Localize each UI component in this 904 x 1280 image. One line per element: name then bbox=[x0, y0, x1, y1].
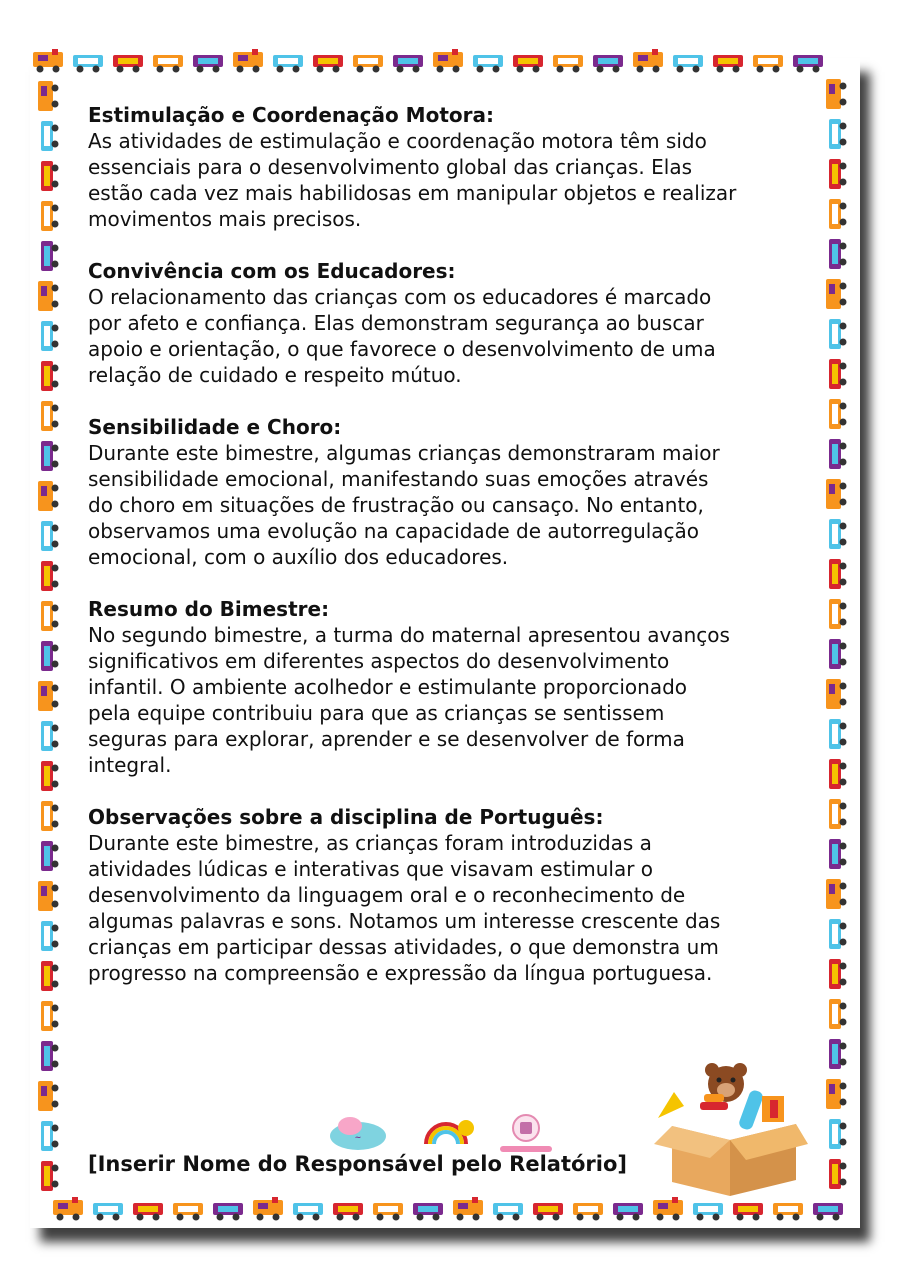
toy-train-icon bbox=[34, 918, 60, 954]
toy-train-icon bbox=[190, 48, 226, 74]
section-educators bbox=[88, 258, 818, 388]
toy-train-icon bbox=[550, 48, 586, 74]
toy-train-icon bbox=[250, 1196, 286, 1222]
svg-text:~: ~ bbox=[354, 1133, 362, 1142]
toy-train-icon bbox=[450, 1196, 486, 1222]
toy-train-icon bbox=[34, 798, 60, 834]
toy-train-icon bbox=[822, 476, 848, 512]
section-title: Resumo do Bimestre: bbox=[88, 597, 330, 621]
section-sensitivity bbox=[88, 414, 818, 570]
toy-train-icon bbox=[822, 396, 848, 432]
toy-train-icon bbox=[822, 556, 848, 592]
toy-train-icon bbox=[270, 48, 306, 74]
cloud-logo-icon bbox=[330, 1117, 386, 1150]
toy-train-icon bbox=[822, 796, 848, 832]
toy-train-icon bbox=[34, 718, 60, 754]
toy-train-icon bbox=[822, 196, 848, 232]
toy-train-icon bbox=[570, 1196, 606, 1222]
toy-train-icon bbox=[34, 158, 60, 194]
section-text: Durante este bimestre, as crianças foram introduzidas a atividades lúdicas e interativas que visavam estimular o desenvolvimento da linguagem oral e o reconhecimento de algumas palavras e sons. Notamos um interesse crescente das crianças em participar dessas atividades, o que demonstra um progresso na compreensão e expressão da língua portuguesa. bbox=[88, 831, 721, 985]
toy-train-icon bbox=[210, 1196, 246, 1222]
toy-train-icon bbox=[822, 996, 848, 1032]
toy-train-icon bbox=[34, 278, 60, 314]
toy-train-icon bbox=[790, 48, 826, 74]
toy-train-icon bbox=[470, 48, 506, 74]
section-portuguese bbox=[88, 804, 818, 986]
section-text: As atividades de estimulação e coordenação motora têm sido essenciais para o desenvolvimento global das crianças. Elas estão cada vez mais habilidosas em manipular objetos e realizar movimentos mais precisos. bbox=[88, 129, 737, 231]
train-border-right bbox=[822, 76, 854, 1198]
toy-train-icon bbox=[750, 48, 786, 74]
toy-train-icon bbox=[34, 438, 60, 474]
circle-logo-icon bbox=[500, 1115, 552, 1152]
toy-train-icon bbox=[822, 356, 848, 392]
toy-train-icon bbox=[310, 48, 346, 74]
toy-train-icon bbox=[110, 48, 146, 74]
toy-train-icon bbox=[822, 1076, 848, 1112]
toy-train-icon bbox=[34, 878, 60, 914]
toy-train-icon bbox=[822, 436, 848, 472]
toy-train-icon bbox=[822, 876, 848, 912]
toy-train-icon bbox=[822, 596, 848, 632]
section-summary bbox=[88, 596, 818, 778]
toy-train-icon bbox=[370, 1196, 406, 1222]
rainbow-logo-icon bbox=[426, 1120, 474, 1144]
toy-train-icon bbox=[150, 48, 186, 74]
toy-train-icon bbox=[34, 398, 60, 434]
toy-box-icon bbox=[652, 1062, 810, 1202]
toy-train-icon bbox=[170, 1196, 206, 1222]
toy-train-icon bbox=[590, 48, 626, 74]
toy-train-icon bbox=[822, 116, 848, 152]
toy-train-icon bbox=[30, 48, 66, 74]
toy-train-icon bbox=[430, 48, 466, 74]
toy-train-icon bbox=[34, 1118, 60, 1154]
toy-train-icon bbox=[34, 1038, 60, 1074]
toy-train-icon bbox=[34, 1158, 60, 1194]
toy-train-icon bbox=[630, 48, 666, 74]
toy-train-icon bbox=[822, 316, 848, 352]
responsible-name-placeholder: [Inserir Nome do Responsável pelo Relatório] bbox=[88, 1152, 628, 1176]
toy-train-icon bbox=[230, 48, 266, 74]
toy-train-icon bbox=[34, 758, 60, 794]
toy-train-icon bbox=[822, 756, 848, 792]
toy-train-icon bbox=[822, 716, 848, 752]
toy-train-icon bbox=[34, 598, 60, 634]
toy-train-icon bbox=[34, 478, 60, 514]
toy-train-icon bbox=[70, 48, 106, 74]
toy-train-icon bbox=[822, 636, 848, 672]
toy-train-icon bbox=[822, 676, 848, 712]
toy-train-icon bbox=[710, 48, 746, 74]
section-title: Observações sobre a disciplina de Português: bbox=[88, 805, 604, 829]
toy-train-icon bbox=[822, 956, 848, 992]
toy-train-icon bbox=[290, 1196, 326, 1222]
toy-train-icon bbox=[822, 236, 848, 272]
toy-train-icon bbox=[490, 1196, 526, 1222]
toy-train-icon bbox=[822, 836, 848, 872]
toy-train-icon bbox=[34, 118, 60, 154]
toy-train-icon bbox=[34, 78, 60, 114]
section-text: Durante este bimestre, algumas crianças demonstraram maior sensibilidade emocional, manifestando suas emoções através do choro em situações de frustração ou cansaço. No entanto, observamos uma evolução na capacidade de autorregulação emocional, com o auxílio dos educadores. bbox=[88, 441, 720, 569]
section-title: Convivência com os Educadores: bbox=[88, 259, 456, 283]
report-content bbox=[88, 102, 818, 1012]
toy-train-icon bbox=[822, 276, 848, 312]
toy-train-icon bbox=[34, 558, 60, 594]
toy-train-icon bbox=[670, 48, 706, 74]
partner-logos bbox=[326, 1110, 566, 1156]
toy-train-icon bbox=[34, 838, 60, 874]
toy-train-icon bbox=[810, 1196, 846, 1222]
toy-train-icon bbox=[822, 916, 848, 952]
toy-train-icon bbox=[610, 1196, 646, 1222]
section-title: Sensibilidade e Choro: bbox=[88, 415, 342, 439]
toy-train-icon bbox=[34, 358, 60, 394]
train-border-left bbox=[34, 78, 66, 1198]
toy-train-icon bbox=[34, 678, 60, 714]
toy-train-icon bbox=[822, 156, 848, 192]
toy-train-icon bbox=[822, 516, 848, 552]
toy-train-icon bbox=[34, 638, 60, 674]
toy-train-icon bbox=[34, 238, 60, 274]
toy-train-icon bbox=[530, 1196, 566, 1222]
toy-train-icon bbox=[410, 1196, 446, 1222]
toy-train-icon bbox=[34, 518, 60, 554]
toy-train-icon bbox=[510, 48, 546, 74]
toy-train-icon bbox=[34, 198, 60, 234]
toy-train-icon bbox=[822, 1156, 848, 1192]
toy-train-icon bbox=[130, 1196, 166, 1222]
section-text: No segundo bimestre, a turma do maternal apresentou avanços significativos em diferentes aspectos do desenvolvimento infantil. O ambiente acolhedor e estimulante proporcionado pela equipe contribuiu para que as crianças se sentissem seguras para explorar, aprender e se desenvolver de forma integral. bbox=[88, 623, 730, 777]
toy-train-icon bbox=[822, 1116, 848, 1152]
toy-train-icon bbox=[34, 1078, 60, 1114]
toy-train-icon bbox=[330, 1196, 366, 1222]
train-border-top bbox=[30, 48, 830, 84]
section-motor bbox=[88, 102, 818, 232]
toy-train-icon bbox=[822, 1036, 848, 1072]
toy-train-icon bbox=[390, 48, 426, 74]
toy-train-icon bbox=[34, 998, 60, 1034]
toy-train-icon bbox=[822, 76, 848, 112]
toy-train-icon bbox=[34, 318, 60, 354]
toy-train-icon bbox=[34, 958, 60, 994]
toy-train-icon bbox=[50, 1196, 86, 1222]
section-text: O relacionamento das crianças com os educadores é marcado por afeto e confiança. Elas demonstram segurança ao buscar apoio e orientação, o que favorece o desenvolvimento de uma relação de cuidado e respeito mútuo. bbox=[88, 285, 716, 387]
toy-train-icon bbox=[90, 1196, 126, 1222]
toy-train-icon bbox=[350, 48, 386, 74]
section-title: Estimulação e Coordenação Motora: bbox=[88, 103, 494, 127]
